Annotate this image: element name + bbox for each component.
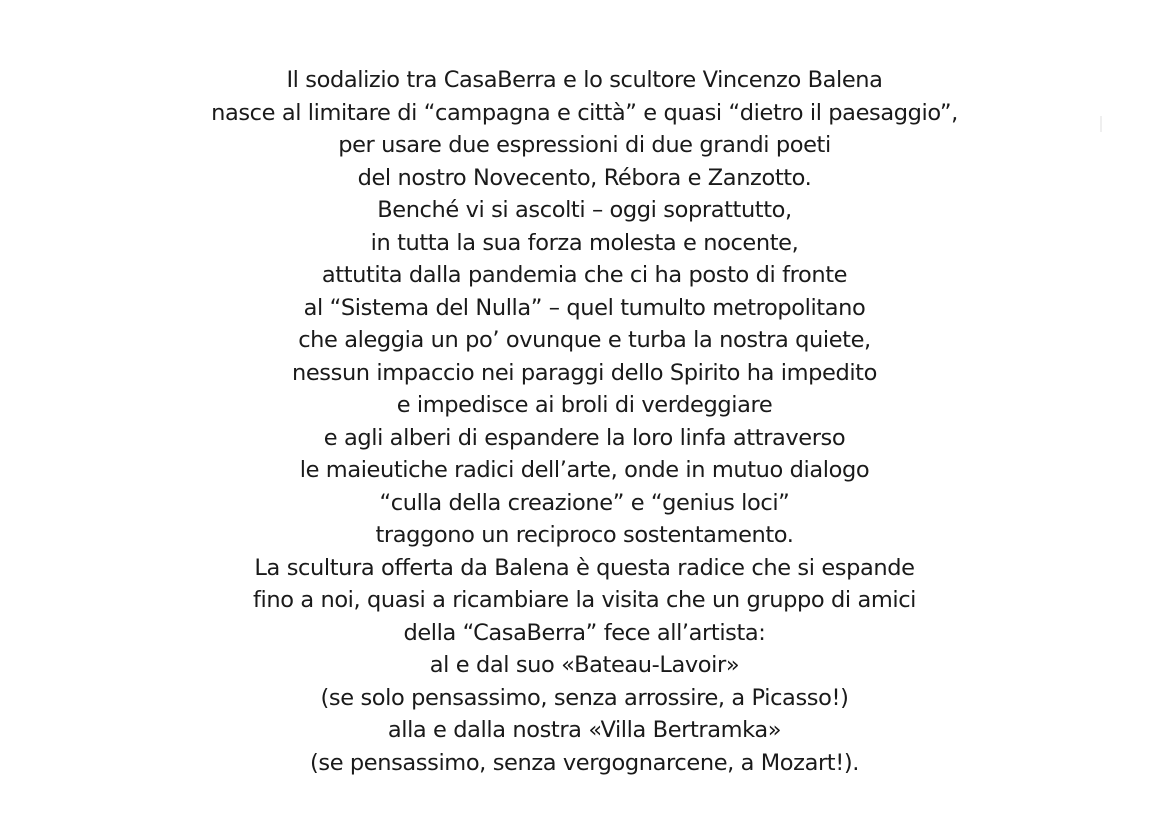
poem-line: della “CasaBerra” fece all’artista: (403, 619, 766, 646)
poem-line: (se pensassimo, senza vergognarcene, a Mozart!). (310, 749, 859, 776)
poem-line: nessun impaccio nei paraggi dello Spirito ha impedito (292, 359, 877, 386)
poem-line: traggono un reciproco sostentamento. (375, 522, 794, 548)
poem-line: “culla della creazione” e “genius loci” (379, 489, 790, 516)
poem-line: alla e dalla nostra «Villa Bertramka» (387, 717, 782, 743)
poem-line: e impedisce ai broli di verdeggiare (396, 392, 773, 418)
poem-line: attutita dalla pandemia che ci ha posto di fronte (321, 262, 848, 288)
poem-line: nasce al limitare di “campagna e città” e quasi “dietro il paesaggio”, (211, 99, 958, 126)
poem-line: al “Sistema del Nulla” – quel tumulto metropolitano (303, 294, 866, 321)
poem-line: Benché vi si ascolti – oggi soprattutto, (377, 197, 792, 223)
poem-line: e agli alberi di espandere la loro linfa attraverso (323, 424, 846, 451)
poem-line: al e dal suo «Bateau-Lavoir» (429, 652, 740, 678)
poem-line: le maieutiche radici dell’arte, onde in mutuo dialogo (299, 457, 870, 483)
poem-text (0, 64, 1169, 779)
poem-line: per usare due espressioni di due grandi poeti (338, 132, 831, 158)
poem-line: (se solo pensassimo, senza arrossire, a Picasso!) (320, 684, 849, 711)
edge-artifact (1100, 116, 1102, 132)
poem-line: in tutta la sua forza molesta e nocente, (370, 229, 799, 256)
poem-line: del nostro Novecento, Rébora e Zanzotto. (357, 164, 812, 191)
poem-line: La scultura offerta da Balena è questa radice che si espande (254, 554, 915, 581)
poem-line: fino a noi, quasi a ricambiare la visita che un gruppo di amici (252, 587, 917, 613)
poem-line: che aleggia un po’ ovunque e turba la nostra quiete, (298, 327, 871, 353)
poem-line: Il sodalizio tra CasaBerra e lo scultore Vincenzo Balena (286, 67, 883, 93)
